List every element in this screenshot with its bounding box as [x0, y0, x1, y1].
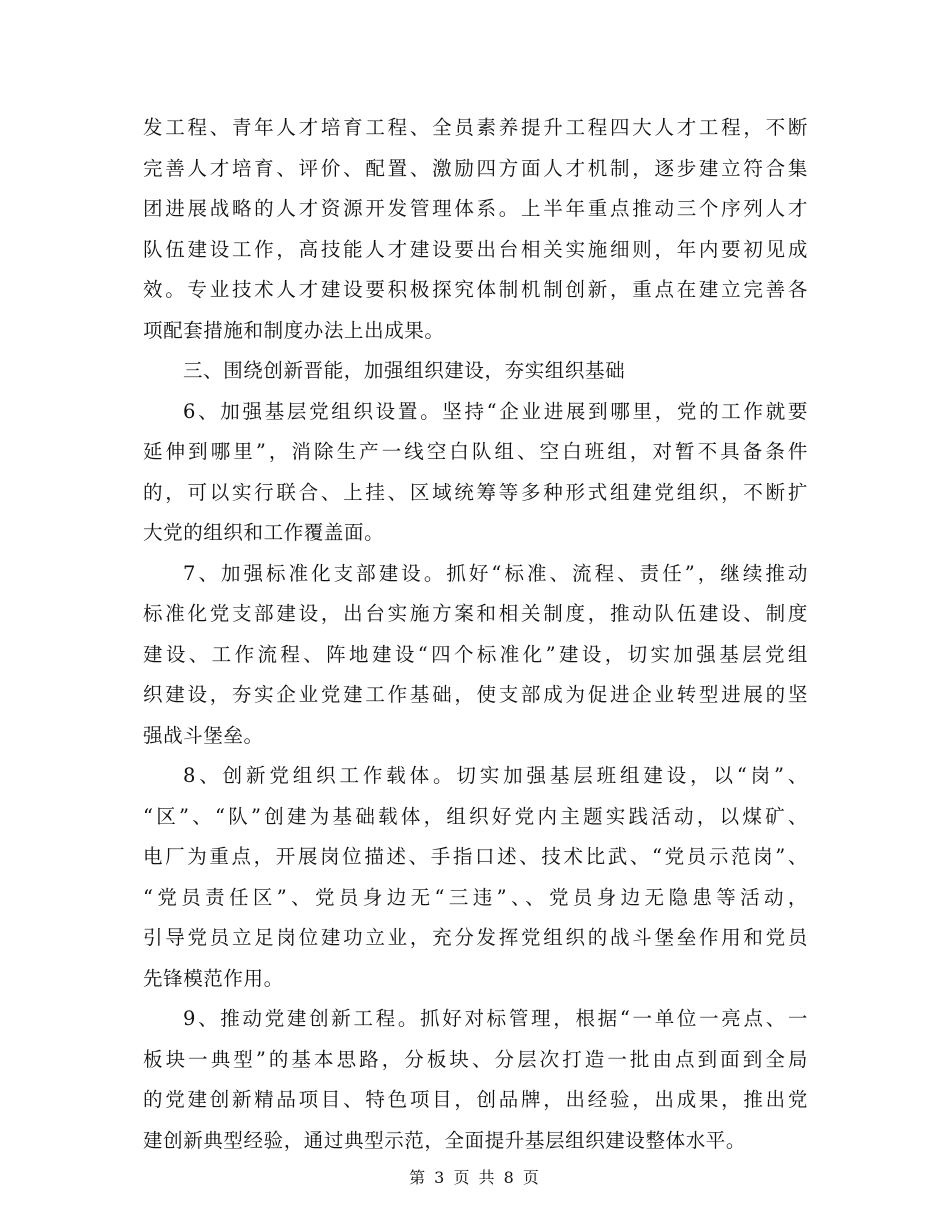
- text-line: 建创新典型经验，通过典型示范，全面提升基层组织建设整体水平。: [143, 1128, 747, 1152]
- text-line: 发工程、青年人才培育工程、全员素养提升工程四大人才工程，不断: [143, 116, 808, 139]
- page-number-footer: 第 3 页 共 8 页: [409, 1168, 541, 1187]
- text-line: 织建设，夯实企业党建工作基础，使支部成为促进企业转型进展的坚: [143, 683, 808, 706]
- text-line: 延伸到哪里”，消除生产一线空白队组、空白班组，对暂不具备条件: [143, 440, 808, 463]
- text-line: 效。专业技术人才建设要积极探究体制机制创新，重点在建立完善各: [143, 278, 808, 301]
- text-line: 先锋模范作用。: [143, 966, 284, 990]
- text-line: 的党建创新精品项目、特色项目，创品牌，出经验，出成果，推出党: [143, 1088, 808, 1111]
- text-line: 板块一典型”的基本思路，分板块、分层次打造一批由点到面到全局: [143, 1047, 808, 1071]
- body-text: [143, 108, 808, 1161]
- text-line: 标准化党支部建设，出台实施方案和相关制度，推动队伍建设、制度: [143, 602, 808, 625]
- text-line: 大党的组织和工作覆盖面。: [143, 521, 385, 544]
- text-line: 建设、工作流程、阵地建设“四个标准化”建设，切实加强基层党组: [143, 642, 808, 666]
- text-line: “党员责任区”、党员身边无“三违”、、党员身边无隐患等活动，: [143, 885, 808, 909]
- text-line: 队伍建设工作，高技能人才建设要出台相关实施细则，年内要初见成: [143, 237, 808, 261]
- text-line: 7、加强标准化支部建设。抓好“标准、流程、责任”，继续推动: [183, 561, 808, 585]
- text-line: 的，可以实行联合、上挂、区域统筹等多种形式组建党组织，不断扩: [143, 480, 808, 504]
- text-line: 9、推动党建创新工程。抓好对标管理，根据“一单位一亮点、一: [183, 1007, 808, 1030]
- text-line: 6、加强基层党组织设置。坚持“企业进展到哪里，党的工作就要: [183, 399, 808, 423]
- text-line: 8、创新党组织工作载体。切实加强基层班组建设，以“岗”、: [183, 764, 808, 787]
- text-line: 电厂为重点，开展岗位描述、手指口述、技术比武、“党员示范岗”、: [143, 845, 808, 868]
- text-line: 完善人才培育、评价、配置、激励四方面人才机制，逐步建立符合集: [143, 156, 808, 180]
- text-line: 团进展战略的人才资源开发管理体系。上半年重点推动三个序列人才: [143, 197, 808, 220]
- text-line: 项配套措施和制度办法上出成果。: [143, 318, 445, 342]
- text-line: 引导党员立足岗位建功立业，充分发挥党组织的战斗堡垒作用和党员: [143, 926, 808, 949]
- text-line: 三、围绕创新晋能，加强组织建设，夯实组织基础: [183, 359, 626, 382]
- text-line: “区”、“队”创建为基础载体，组织好党内主题实践活动，以煤矿、: [143, 804, 808, 828]
- text-line: 强战斗堡垒。: [143, 723, 264, 747]
